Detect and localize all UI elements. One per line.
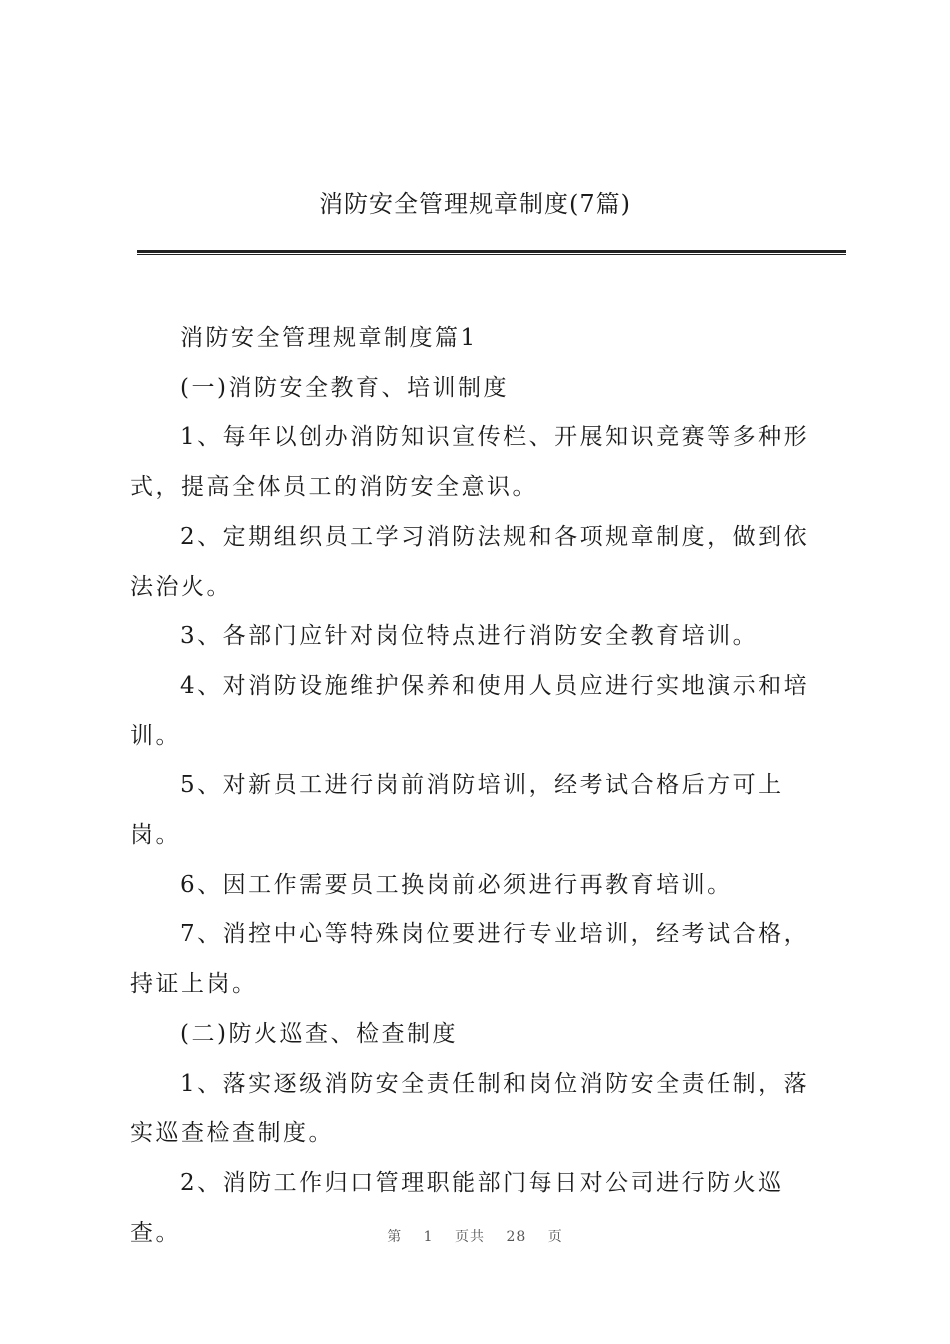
document-title: 消防安全管理规章制度(7篇) xyxy=(319,190,631,218)
title-divider xyxy=(137,250,846,255)
paragraph: 3、各部门应针对岗位特点进行消防安全教育培训。 xyxy=(180,623,759,650)
total-pages: 28 xyxy=(506,1229,527,1245)
page-footer xyxy=(0,1226,950,1246)
paragraph: 1、每年以创办消防知识宣传栏、开展知识竞赛等多种形式，提高全体员工的消防安全意识。 xyxy=(130,424,810,501)
paragraph: 1、落实逐级消防安全责任制和岗位消防安全责任制，落实巡查检查制度。 xyxy=(130,1070,810,1147)
paragraph: 6、因工作需要员工换岗前必须进行再教育培训。 xyxy=(180,871,733,898)
page-number: 1 xyxy=(423,1229,434,1245)
document-body xyxy=(130,314,830,1258)
paragraph: 4、对消防设施维护保养和使用人员应进行实地演示和培训。 xyxy=(130,672,810,749)
paragraph: 2、消防工作归口管理职能部门每日对公司进行防火巡查。 xyxy=(130,1169,784,1246)
footer-prefix: 第 xyxy=(387,1229,403,1245)
paragraph: 5、对新员工进行岗前消防培训，经考试合格后方可上岗。 xyxy=(130,772,784,849)
footer-middle: 页共 xyxy=(455,1229,486,1245)
paragraph: 2、定期组织员工学习消防法规和各项规章制度，做到依法治火。 xyxy=(130,523,810,600)
footer-suffix: 页 xyxy=(547,1229,563,1245)
paragraph: 7、消控中心等特殊岗位要进行专业培训，经考试合格，持证上岗。 xyxy=(130,921,810,998)
subsection-heading: (一)消防安全教育、培训制度 xyxy=(180,374,509,401)
subsection-heading: (二)防火巡查、检查制度 xyxy=(180,1020,458,1047)
section-heading: 消防安全管理规章制度篇1 xyxy=(180,325,478,351)
